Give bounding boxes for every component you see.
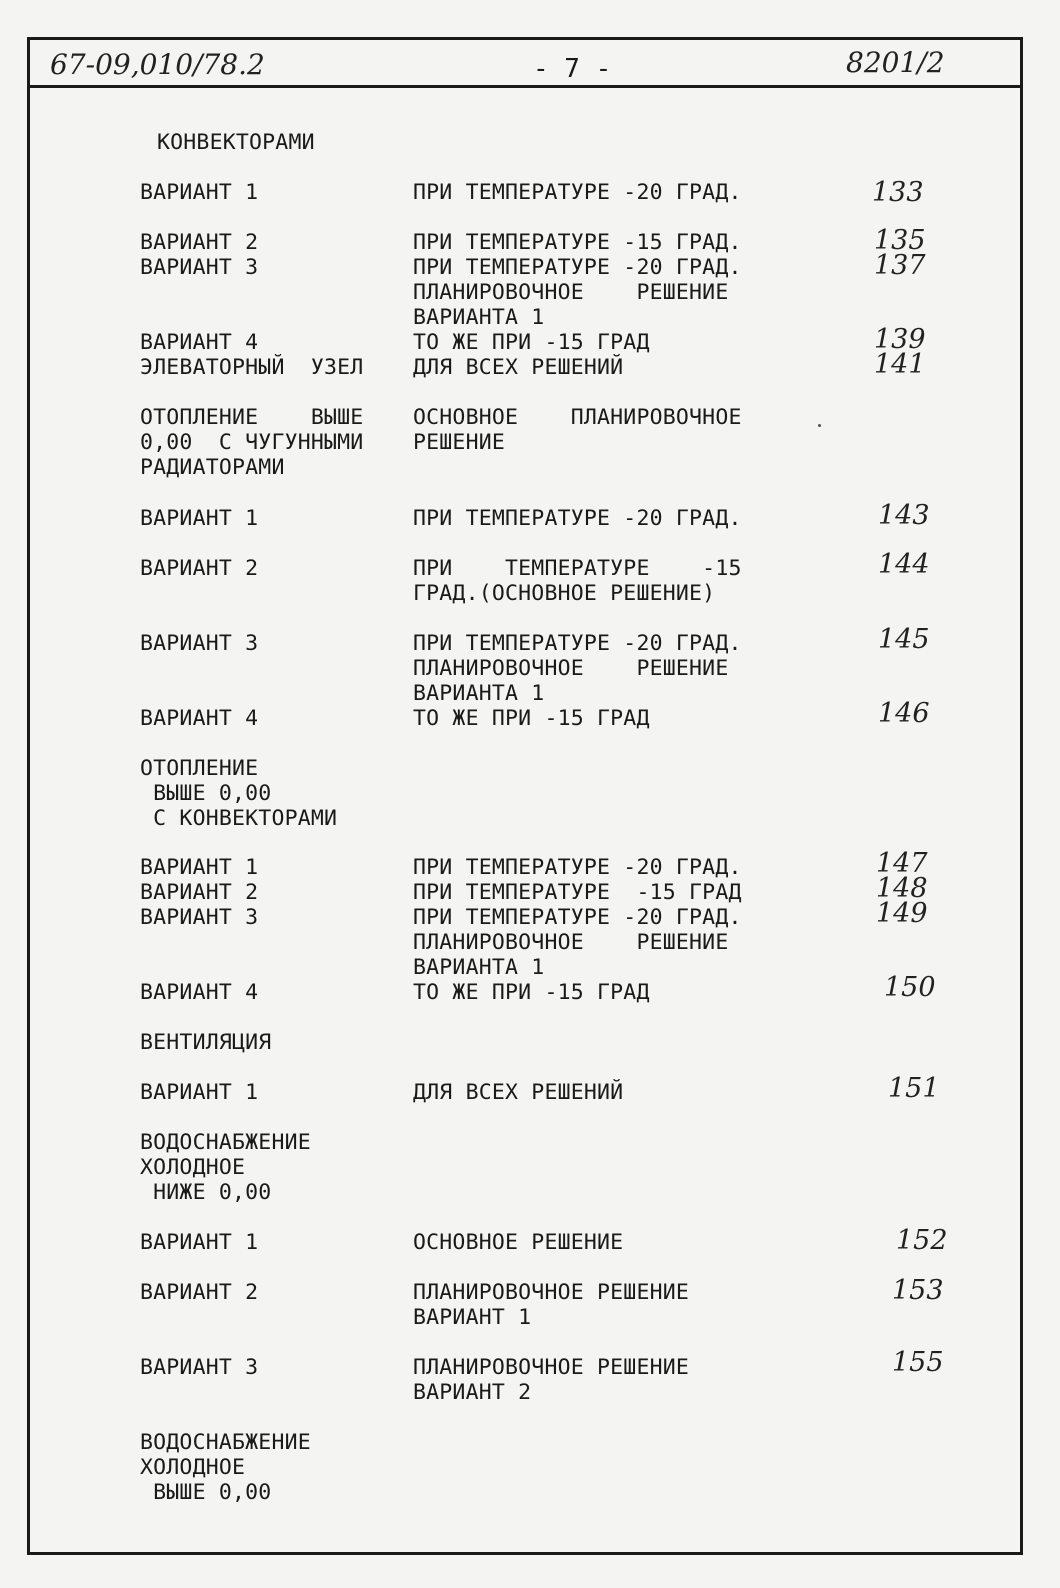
section-description-line: РЕШЕНИЕ (413, 430, 506, 455)
page-ref: 153 (892, 1275, 944, 1306)
variant-label: ВАРИАНТ 1 (140, 1230, 259, 1255)
section-heading-line: НИЖЕ 0,00 (140, 1180, 272, 1205)
variant-label: ВАРИАНТ 4 (140, 706, 259, 731)
document-code: 67-09,010/78.2 (50, 48, 265, 81)
variant-label: ВАРИАНТ 4 (140, 980, 259, 1005)
variant-label: ВАРИАНТ 1 (140, 1080, 259, 1105)
variant-description-line: ПРИ ТЕМПЕРАТУРЕ -20 ГРАД. (413, 905, 742, 930)
variant-description: ПРИ ТЕМПЕРАТУРЕ -20 ГРАД. (413, 180, 742, 205)
section-heading-line: С КОНВЕКТОРАМИ (140, 806, 338, 831)
section-heading-line: ХОЛОДНОЕ (140, 1455, 246, 1480)
section-heading-line: ОТОПЛЕНИЕ ВЫШЕ (140, 405, 364, 430)
item-description: ДЛЯ ВСЕХ РЕШЕНИЙ (413, 355, 624, 380)
page-ref: 149 (876, 898, 928, 929)
section-heading-line: ВЫШЕ 0,00 (140, 1480, 272, 1505)
variant-label: ВАРИАНТ 3 (140, 631, 259, 656)
section-heading-line: ВОДОСНАБЖЕНИЕ (140, 1430, 311, 1455)
page-ref: 150 (884, 972, 936, 1003)
variant-description-line: ПЛАНИРОВОЧНОЕ РЕШЕНИЕ (413, 280, 729, 305)
section-description-line: ОСНОВНОЕ ПЛАНИРОВОЧНОЕ (413, 405, 742, 430)
page-ref: 145 (878, 624, 930, 655)
page-ref: 147 (876, 848, 928, 879)
variant-description-line: ВАРИАНТА 1 (413, 681, 545, 706)
header-divider (27, 85, 1023, 88)
ink-speck (818, 424, 821, 427)
variant-description-line: ПЛАНИРОВОЧНОЕ РЕШЕНИЕ (413, 930, 729, 955)
section-heading: ВЕНТИЛЯЦИЯ (140, 1030, 272, 1055)
page-ref: 155 (892, 1347, 944, 1378)
variant-label: ВАРИАНТ 2 (140, 880, 259, 905)
sheet-reference: 8201/2 (846, 46, 945, 79)
item-label: ЭЛЕВАТОРНЫЙ УЗЕЛ (140, 355, 364, 380)
variant-description-line: ПРИ ТЕМПЕРАТУРЕ -20 ГРАД. (413, 631, 742, 656)
variant-label: ВАРИАНТ 1 (140, 180, 259, 205)
section-heading-line: РАДИАТОРАМИ (140, 455, 285, 480)
page-ref: 151 (888, 1073, 940, 1104)
section-heading: КОНВЕКТОРАМИ (157, 130, 315, 155)
variant-description: ПРИ ТЕМПЕРАТУРЕ -20 ГРАД. (413, 506, 742, 531)
page-ref: 152 (896, 1225, 948, 1256)
variant-description-line: ПЛАНИРОВОЧНОЕ РЕШЕНИЕ (413, 1280, 690, 1305)
variant-description-line: ГРАД.(ОСНОВНОЕ РЕШЕНИЕ) (413, 581, 716, 606)
page-ref: 144 (878, 549, 930, 580)
variant-description: ОСНОВНОЕ РЕШЕНИЕ (413, 1230, 624, 1255)
variant-label: ВАРИАНТ 3 (140, 905, 259, 930)
page-number: - 7 - (533, 54, 612, 84)
page-ref: 143 (878, 500, 930, 531)
variant-description-line: ПЛАНИРОВОЧНОЕ РЕШЕНИЕ (413, 656, 729, 681)
variant-description: ПРИ ТЕМПЕРАТУРЕ -15 ГРАД (413, 880, 742, 905)
variant-description-line: ВАРИАНТ 1 (413, 1305, 532, 1330)
page-ref: 141 (874, 349, 926, 380)
variant-description-line: ВАРИАНТА 1 (413, 955, 545, 980)
variant-description-line: ВАРИАНТ 2 (413, 1380, 532, 1405)
page-ref: 137 (874, 250, 926, 281)
page-ref: 139 (874, 324, 926, 355)
variant-description-line: ВАРИАНТА 1 (413, 305, 545, 330)
page-ref: 148 (876, 873, 928, 904)
section-heading-line: ХОЛОДНОЕ (140, 1155, 246, 1180)
variant-label: ВАРИАНТ 1 (140, 506, 259, 531)
variant-label: ВАРИАНТ 3 (140, 1355, 259, 1380)
section-heading-line: 0,00 С ЧУГУННЫМИ (140, 430, 364, 455)
page-ref: 133 (872, 177, 924, 208)
section-heading-line: ОТОПЛЕНИЕ (140, 756, 259, 781)
variant-description-line: ПРИ ТЕМПЕРАТУРЕ -15 (413, 556, 742, 581)
section-heading-line: ВОДОСНАБЖЕНИЕ (140, 1130, 311, 1155)
page-ref: 135 (874, 225, 926, 256)
variant-label: ВАРИАНТ 2 (140, 556, 259, 581)
variant-label: ВАРИАНТ 4 (140, 330, 259, 355)
variant-label: ВАРИАНТ 1 (140, 855, 259, 880)
variant-label: ВАРИАНТ 3 (140, 255, 259, 280)
variant-description: ПРИ ТЕМПЕРАТУРЕ -15 ГРАД. (413, 230, 742, 255)
page-ref: 146 (878, 698, 930, 729)
variant-description-line: ПРИ ТЕМПЕРАТУРЕ -20 ГРАД. (413, 255, 742, 280)
variant-description: ДЛЯ ВСЕХ РЕШЕНИЙ (413, 1080, 624, 1105)
variant-label: ВАРИАНТ 2 (140, 230, 259, 255)
variant-label: ВАРИАНТ 2 (140, 1280, 259, 1305)
variant-description: ТО ЖЕ ПРИ -15 ГРАД (413, 980, 650, 1005)
variant-description: ПРИ ТЕМПЕРАТУРЕ -20 ГРАД. (413, 855, 742, 880)
variant-description: ТО ЖЕ ПРИ -15 ГРАД (413, 330, 650, 355)
section-heading-line: ВЫШЕ 0,00 (140, 781, 272, 806)
variant-description-line: ПЛАНИРОВОЧНОЕ РЕШЕНИЕ (413, 1355, 690, 1380)
variant-description: ТО ЖЕ ПРИ -15 ГРАД (413, 706, 650, 731)
